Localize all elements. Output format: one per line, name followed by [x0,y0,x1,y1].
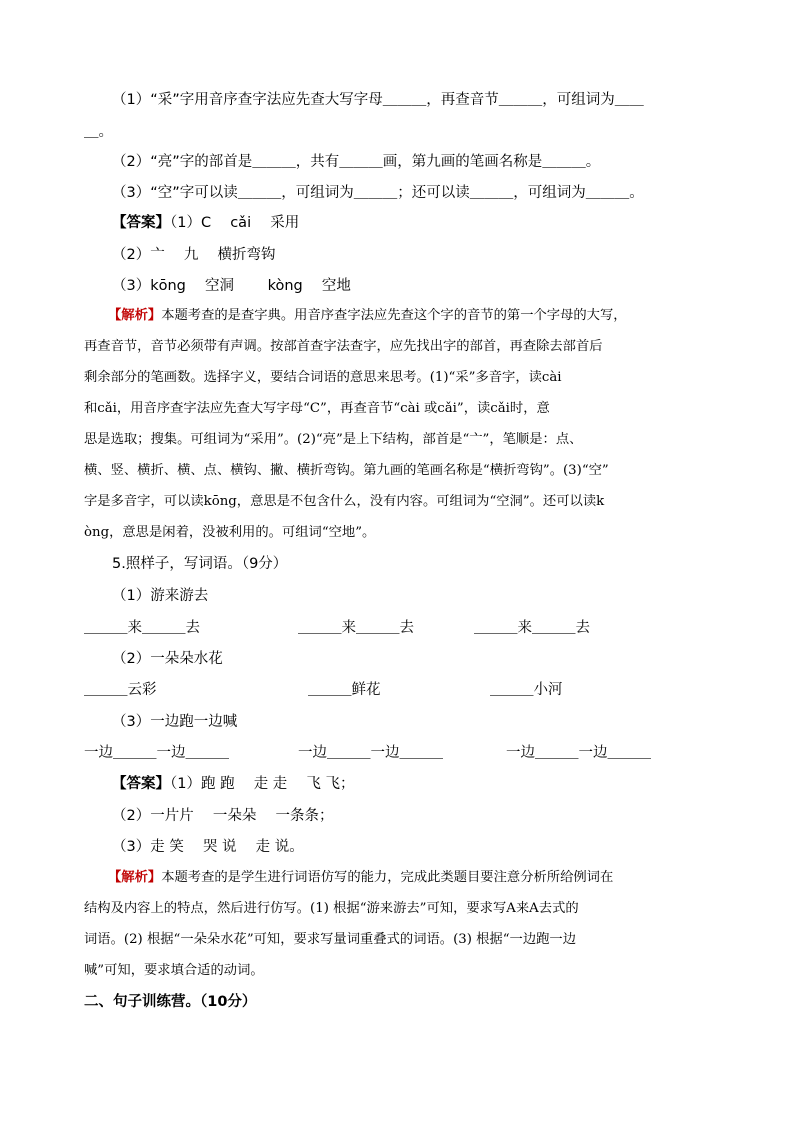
q5-blank: ＿＿＿来＿＿＿去 [84,620,200,636]
q5-example-3: （3）一边跑一边喊 [112,714,238,730]
q5-blank: ＿＿＿云彩 [84,682,157,698]
analysis-label: 【解析】 [108,308,162,323]
q5-blank: ＿＿＿鲜花 [308,682,381,698]
q5-title: 5.照样子，写词语。（9分） [112,556,288,572]
q5-analysis-line: 结构及内容上的特点，然后进行仿写。(1) 根据“游来游去”可知，要求写A来A去式的 [84,901,579,916]
answer-text: （1）跑 跑 走 走 飞 飞； [170,776,355,792]
q4-analysis-line: 再查音节，音节必须带有声调。按部首查字法查字，应先找出字的部首，再查除去部首后 [84,339,603,354]
q4-answer-3: （3）kōng 空洞 kòng 空地 [112,278,351,294]
answer-label: 【答案】 [112,776,170,792]
q5-blank: 一边＿＿＿一边＿＿＿ [84,745,229,761]
q5-blank: 一边＿＿＿一边＿＿＿ [298,745,443,761]
section-heading: 二、句子训练营。（10分） [84,994,257,1010]
q5-analysis-line [108,868,613,888]
q4-analysis-line: 剩余部分的笔画数。选择字义，要结合词语的意思来思考。(1)“采”多音字，读cài [84,370,562,385]
answer-label: 【答案】 [112,215,170,231]
q5-blank: ＿＿＿来＿＿＿去 [298,620,414,636]
analysis-label: 【解析】 [108,870,162,885]
q4-analysis-line: 和cǎi，用音序查字法应先查大写字母“C”，再查音节“cài 或cǎi”，读cǎi时，意 [84,401,550,416]
q5-answer-3: （3）走 笑 哭 说 走 说。 [112,839,304,855]
q5-blank: 一边＿＿＿一边＿＿＿ [506,745,651,761]
q4-part2-line: （2）“亮”字的部首是＿＿＿，共有＿＿＿画，第九画的笔画名称是＿＿＿。 [112,154,601,170]
q4-answer-2: （2）亠 九 横折弯钩 [112,247,276,263]
analysis-text: 本题考查的是学生进行词语仿写的能力，完成此类题目要注意分析所给例词在 [161,870,614,885]
answer-text: （1）C cǎi 采用 [170,215,300,231]
q4-analysis-line: 横、竖、横折、横、点、横钩、撇、横折弯钩。第九画的笔画名称是“横折弯钩”。(3)“空” [84,463,609,478]
q4-part3-line: （3）“空”字可以读＿＿＿，可组词为＿＿＿；还可以读＿＿＿，可组词为＿＿＿。 [112,185,644,201]
q4-analysis-line: 思是选取；搜集。可组词为“采用”。(2)“亮”是上下结构，部首是“亠”，笔顺是：点、 [84,432,583,447]
q4-analysis-line [108,306,627,326]
q5-blank: ＿＿＿小河 [490,682,563,698]
q4-part1-line-cont: ＿。 [84,124,113,140]
q5-answer [112,774,355,794]
analysis-text: 本题考查的是查字典。用音序查字法应先查这个字的音节的第一个字母的大写， [161,308,627,323]
q4-analysis-line: òng，意思是闲着，没被利用的。可组词“空地”。 [84,525,376,540]
q5-answer-2: （2）一片片 一朵朵 一条条； [112,808,334,824]
q5-analysis-line: 词语。(2) 根据“一朵朵水花”可知，要求写量词重叠式的词语。(3) 根据“一边跑一边 [84,932,577,947]
q5-example-2: （2）一朵朵水花 [112,651,223,667]
q5-blank: ＿＿＿来＿＿＿去 [474,620,590,636]
q5-example-1: （1）游来游去 [112,588,209,604]
q4-answer [112,213,299,233]
q5-analysis-line: 喊”可知，要求填合适的动词。 [84,963,264,978]
q4-analysis-line: 字是多音字，可以读kōng，意思是不包含什么，没有内容。可组词为“空洞”。还可以读k [84,494,605,509]
q4-part1-line: （1）“采”字用音序查字法应先查大写字母＿＿＿，再查音节＿＿＿，可组词为＿＿ [112,92,644,108]
